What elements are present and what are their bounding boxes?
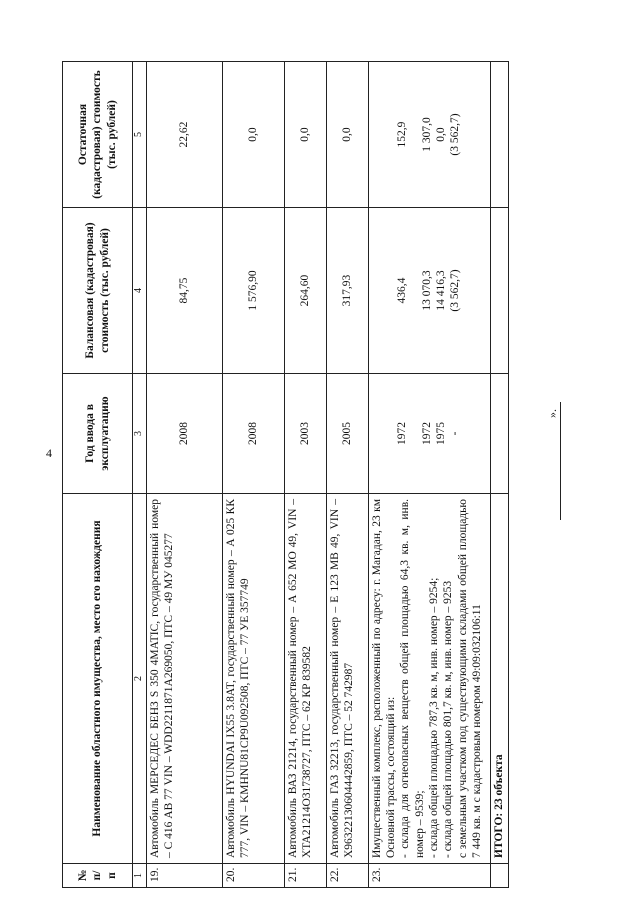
row-number: 22. [326,864,368,888]
property-name-line: - склада для огнеопасных веществ общей площадью 64,3 кв. м, инв. номер – 9539; [399,499,426,858]
property-table [62,61,509,888]
header-no: № п/п [63,864,133,888]
property-name-line: Имущественный комплекс, расположенный по адресу: г. Магадан, 23 км Основной трассы, состоящий из: [370,499,397,858]
year-line: - [449,431,462,436]
year-line: 1975 [435,422,447,445]
residual-line: (3 562,7) [449,113,462,156]
book-value: 317,93 [326,208,368,374]
header-year: Год ввода в эксплуатацию [63,374,133,494]
header-residual-value: Остаточная (кадастровая) стоимость (тыс. рублей) [63,62,133,208]
page-number: 4 [46,446,52,460]
table-row [368,62,490,888]
year-line: 1972 [396,422,409,445]
property-name [368,494,490,864]
book-line: 436,4 [396,277,409,304]
residual-value: 0,0 [284,62,326,208]
total-blank-cell [490,864,508,888]
total-label: ИТОГО: 23 объекта [490,494,508,864]
residual-value: 0,0 [222,62,284,208]
total-blank-cell [490,208,508,374]
residual-value: 0,0 [326,62,368,208]
table-row [326,62,368,888]
book-line: 14 416,3 [435,270,447,311]
total-row [490,62,508,888]
col-number: 3 [133,374,147,494]
col-number: 1 [133,864,147,888]
header-book-value: Балансовая (кадастровая) стоимость (тыс. рублей) [63,208,133,374]
table-row [222,62,284,888]
row-number: 20. [222,864,284,888]
residual-line: 0,0 [435,127,447,142]
property-name: Автомобиль ГАЗ 32213, государственный номер – Е 123 МВ 49, VIN – X96322130604442859, ПТС – 52 742987 [326,494,368,864]
residual-line: 152,9 [396,121,409,148]
property-name-line: - склада общей площадью 787,3 кв. м, инв. номер – 9254; [428,577,440,858]
book-line: (3 562,7) [449,269,462,312]
property-name: Автомобиль МЕРСЕДЕС БЕНЗ S 350 4MATIC, государственный номер – С 416 АВ 77 VIN – WDD2211871A269050, ПТС – 49 МУ 045277 [146,494,222,864]
closing-line [560,402,561,520]
year-value [368,374,490,494]
year-line: 1972 [420,422,433,445]
year-value: 2008 [222,374,284,494]
property-name: Автомобиль HYUNDAI IX55 3.8AT, государственный номер – А 025 КК 777, VIN – KMHNU81CP9U092508, ПТС – 77 УЕ 357749 [222,494,284,864]
col-number: 2 [133,494,147,864]
closing-quote-mark: ». [545,409,559,418]
total-blank-cell [490,374,508,494]
property-name-line: - склада общей площадью 801,7 кв. м, инв. номер – 9253 [442,580,455,858]
col-number: 4 [133,208,147,374]
residual-line: 1 307,0 [420,117,433,152]
residual-value [368,62,490,208]
year-value: 2008 [146,374,222,494]
row-number: 19. [146,864,222,888]
year-value: 2005 [326,374,368,494]
property-name: Автомобиль ВАЗ 21214, государственный номер – А 652 МО 49, VIN – XTA21214O31738727, ПТС – 62 КР 839582 [284,494,326,864]
row-number: 21. [284,864,326,888]
book-value: 264,60 [284,208,326,374]
residual-value: 22,62 [146,62,222,208]
book-value: 1 576,90 [222,208,284,374]
book-value [368,208,490,374]
total-blank-cell [490,62,508,208]
property-name-line: с земельным участком под существующими складами общей площадью 7 449 кв. м с кадастровым номером 49:09:032106:11 [456,499,484,858]
table-row [146,62,222,888]
property-table-rotated [62,62,508,888]
book-line: 13 070,3 [420,270,433,311]
col-number: 5 [133,62,147,208]
header-name: Наименование областного имущества, место его нахождения [63,494,133,864]
row-number: 23. [368,864,490,888]
book-value: 84,75 [146,208,222,374]
year-value: 2003 [284,374,326,494]
table-row [284,62,326,888]
